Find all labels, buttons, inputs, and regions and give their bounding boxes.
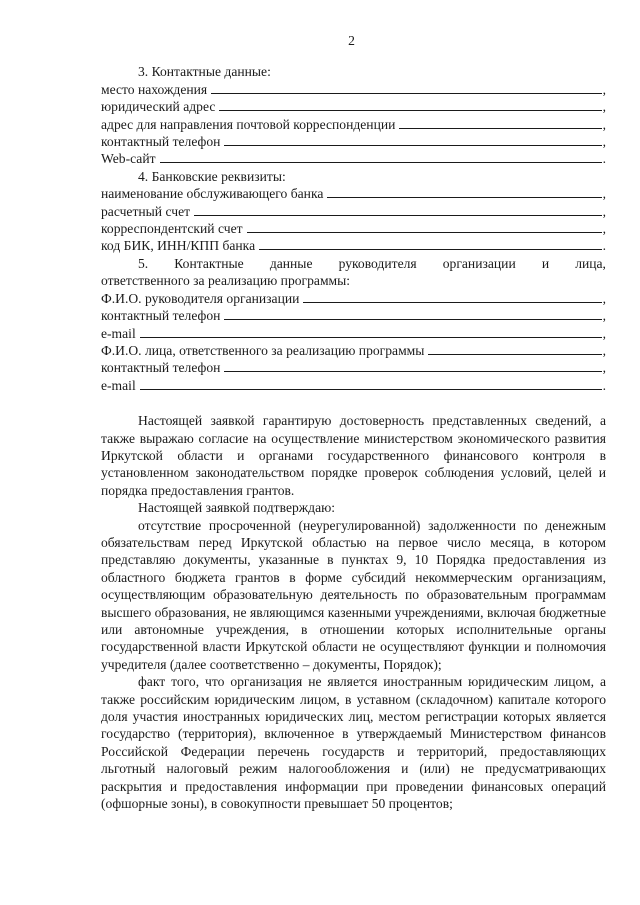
contacts-heading: 3. Контактные данные: <box>138 64 271 80</box>
field-head-email: e-mail , <box>101 325 606 341</box>
fill-line <box>224 359 601 372</box>
confirm-item-not-foreign: факт того, что организация не является иностранным юридическим лицом, а также российским юридическим лицом, в уставном (складочном) капитале которого доля участия иностранных юридических лиц, местом регистрации которых является государство (территория), включенное в утверждаемый Министерством финансов Российской Федерации перечень государств и территорий, предоставляющих льготный налоговый режим налогообложения и (или) не предусматривающих раскрытия и предоставления информации при проведении финансовых операций (офшорные зоны), в совокупности превышает 50 процентов; <box>101 674 606 812</box>
field-label: контактный телефон <box>101 308 221 324</box>
field-label: Web-сайт <box>101 151 156 167</box>
page-number: 2 <box>348 33 355 48</box>
fill-line <box>140 377 602 390</box>
fill-line <box>160 150 602 163</box>
leaders-heading: 5. Контактные данные руководителя организации и лица, <box>138 255 606 271</box>
fill-line <box>194 203 602 216</box>
fill-line <box>399 116 601 129</box>
field-responsible-email: e-mail . <box>101 377 606 393</box>
field-label: расчетный счет <box>101 203 191 219</box>
fill-line <box>224 133 601 146</box>
field-label: корреспондентский счет <box>101 221 243 237</box>
field-label: место нахождения <box>101 81 208 97</box>
field-label: Ф.И.О. руководителя организации <box>101 290 300 306</box>
fill-line <box>211 81 601 94</box>
fill-line <box>303 290 601 303</box>
field-postal-address: адрес для направления почтовой корреспонденции , <box>101 116 606 132</box>
field-label: контактный телефон <box>101 134 221 150</box>
field-label: Ф.И.О. лица, ответственного за реализацию программы <box>101 342 425 358</box>
fill-line <box>327 185 601 198</box>
field-contact-phone: контактный телефон , <box>101 134 606 150</box>
fill-line <box>140 325 602 338</box>
field-website: Web-сайт . <box>101 151 606 167</box>
field-bik-inn-kpp: код БИК, ИНН/КПП банка . <box>101 238 606 254</box>
fill-line <box>247 220 602 233</box>
fill-line <box>428 342 601 355</box>
field-location: место нахождения , <box>101 81 606 97</box>
field-head-name: Ф.И.О. руководителя организации , <box>101 290 606 306</box>
field-label: наименование обслуживающего банка <box>101 186 324 202</box>
field-correspondent-account: корреспондентский счет , <box>101 221 606 237</box>
field-label: код БИК, ИНН/КПП банка <box>101 238 256 254</box>
bank-heading: 4. Банковские реквизиты: <box>138 168 286 184</box>
field-label: юридический адрес <box>101 99 216 115</box>
field-responsible-name: Ф.И.О. лица, ответственного за реализацию программы , <box>101 342 606 358</box>
field-legal-address: юридический адрес , <box>101 99 606 115</box>
confirm-paragraph: Настоящей заявкой подтверждаю: <box>138 500 336 516</box>
fill-line <box>224 307 601 320</box>
field-label: адрес для направления почтовой корреспонденции <box>101 116 396 132</box>
field-bank-name: наименование обслуживающего банка , <box>101 186 606 202</box>
field-settlement-account: расчетный счет , <box>101 203 606 219</box>
confirm-item-no-debt: отсутствие просроченной (неурегулированной) задолженности по денежным обязательствам перед Иркутской областью на первое число месяца, в котором представляю документы, указанные в пунктах 9, 10 Порядка предоставления из областного бюджета грантов в форме субсидий некоммерческим организациям, осуществляющим образовательную деятельность по образовательным программам высшего образования, не являющимся казенными учреждениями, включая бюджетные или автономные учреждения, в отношении которых исполнительные органы государственной власти Иркутской области не осуществляют функции и полномочия учредителя (далее соответственно – документы, Порядок); <box>101 517 606 672</box>
field-label: e-mail <box>101 325 136 341</box>
field-responsible-phone: контактный телефон , <box>101 360 606 376</box>
guarantee-paragraph: Настоящей заявкой гарантирую достоверность представленных сведений, а также выражаю согласие на осуществление министерством экономического развития Иркутской области и органами государственного финансового контроля в установленном законодательством порядке проверок соблюдения условий, целей и порядка предоставления грантов. <box>101 413 606 498</box>
field-head-phone: контактный телефон , <box>101 308 606 324</box>
leaders-heading-line2: ответственного за реализацию программы: <box>101 273 351 289</box>
fill-line <box>219 98 601 111</box>
field-label: контактный телефон <box>101 360 221 376</box>
field-label: e-mail <box>101 377 136 393</box>
spacer <box>101 394 606 412</box>
fill-line <box>259 237 601 250</box>
